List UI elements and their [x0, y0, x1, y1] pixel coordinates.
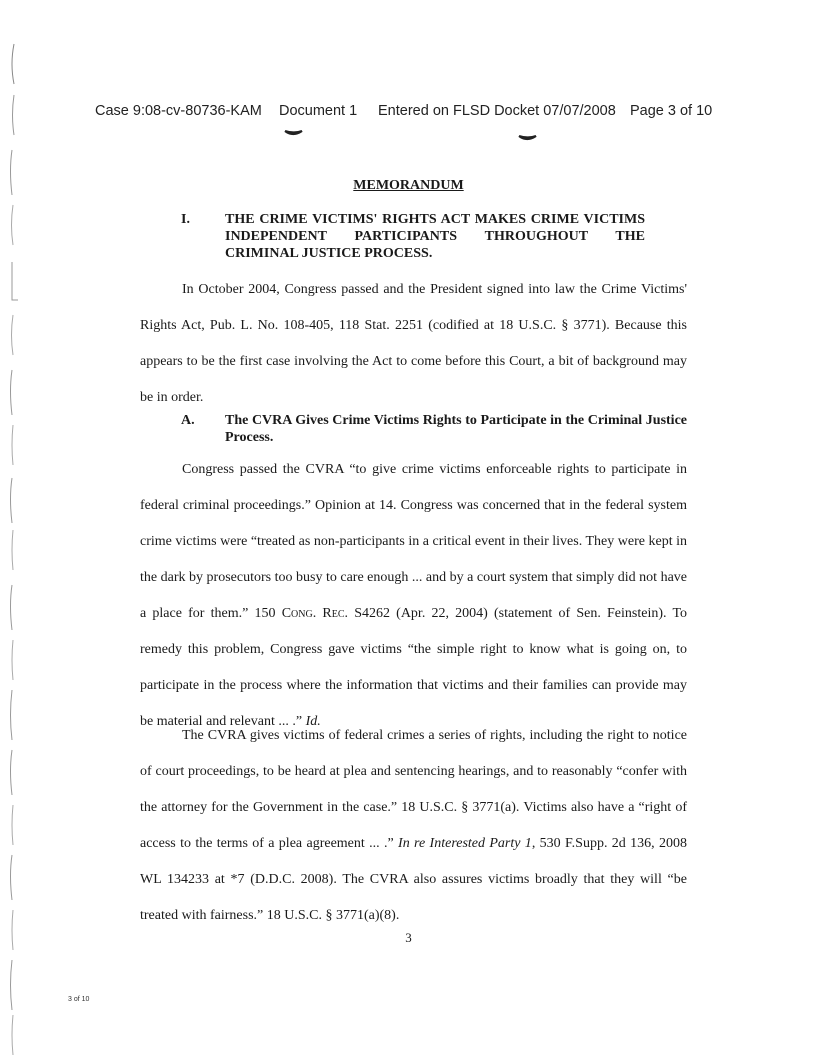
- section-a-number: A.: [181, 413, 195, 428]
- paragraph-2: [140, 452, 687, 740]
- id-citation: Id.: [305, 714, 321, 729]
- stamp-mark-right: [518, 133, 538, 143]
- scan-margin-artifacts: [0, 0, 40, 1056]
- section-a-line-1: The CVRA Gives Crime Victims Rights to Participate in the Criminal Justice: [225, 413, 687, 428]
- page-number: 3: [405, 930, 412, 945]
- paragraph-2-text-b: S4262 (Apr. 22, 2004) (statement of Sen. Feinstein). To remedy this problem, Congress gave victims “the simple right to know what is going on, to participate in the process where the information that victims and their families can provide may be material and relevant ... .”: [140, 606, 688, 729]
- section-i-line-2: INDEPENDENT PARTICIPANTS THROUGHOUT THE: [225, 229, 645, 244]
- docket-entry-date: Entered on FLSD Docket 07/07/2008: [378, 103, 616, 119]
- section-i-line-1: THE CRIME VICTIMS' RIGHTS ACT MAKES CRIME VICTIMS: [225, 212, 645, 227]
- footer-page-stamp: 3 of 10: [68, 996, 90, 1003]
- section-i-number: I.: [181, 212, 190, 227]
- section-i-line-3: CRIMINAL JUSTICE PROCESS.: [225, 246, 433, 261]
- paragraph-3-text-b: , 530 F.Supp. 2d 136, 2008 WL 134233 at *7 (D.D.C. 2008). The CVRA also assures victims broadly that they will “be treated with fairness.” 18 U.S.C. § 3771(a)(8).: [140, 836, 688, 923]
- section-a-line-2: Process.: [225, 430, 274, 445]
- stamp-mark-left: [284, 128, 304, 138]
- paragraph-2-text-a: Congress passed the CVRA “to give crime victims enforceable rights to participate in federal criminal proceedings.” Opinion at 14. Congress was concerned that in the federal system crime victims were “treated as non-participants in a critical event in their lives. They were kept in the dark by prosecutors too busy to care enough ... and by a court system that simply did not have a place for them.” 150: [140, 462, 687, 621]
- paragraph-3: [140, 718, 687, 934]
- congressional-record-citation: Cong. Rec.: [281, 606, 348, 621]
- page-count: Page 3 of 10: [630, 103, 713, 119]
- document-number: Document 1: [279, 103, 358, 119]
- paragraph-1: In October 2004, Congress passed and the President signed into law the Crime Victims' Rights Act, Pub. L. No. 108-405, 118 Stat. 2251 (codified at 18 U.S.C. § 3771). Because this appears to be the first case involving the Act to come before this Court, a bit of background may be in order.: [140, 282, 687, 405]
- case-citation: In re Interested Party 1: [398, 836, 532, 851]
- paragraph-3-text-a: The CVRA gives victims of federal crimes a series of rights, including the right to notice of court proceedings, to be heard at plea and sentencing hearings, and to reasonably “confer with the attorney for the Government in the case.” 18 U.S.C. § 3771(a). Victims also have a “right of access to the terms of a plea agreement ... .”: [140, 728, 687, 851]
- memo-title: MEMORANDUM: [353, 178, 464, 193]
- case-number: Case 9:08-cv-80736-KAM: [95, 103, 262, 119]
